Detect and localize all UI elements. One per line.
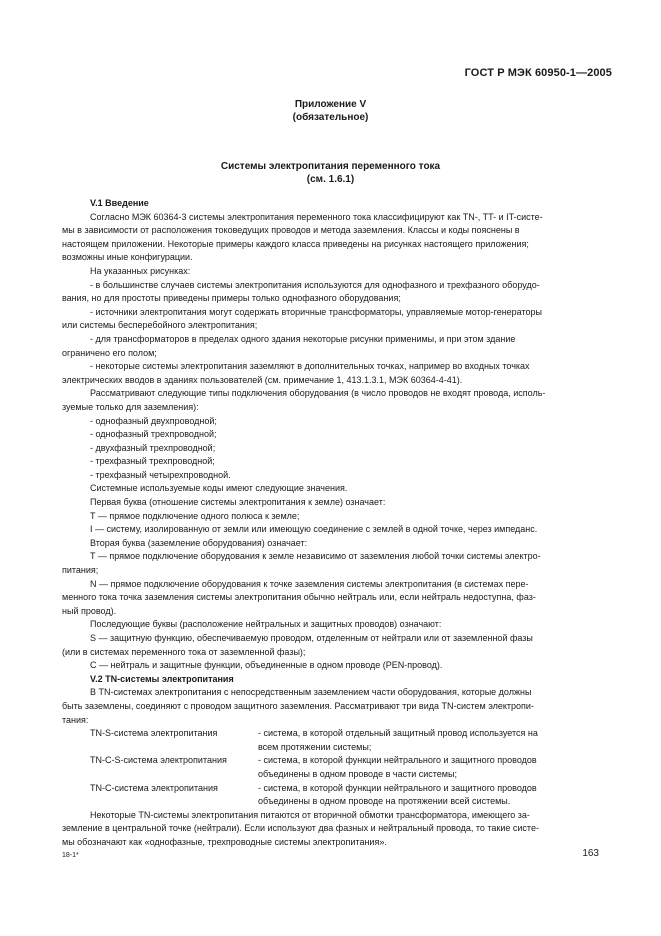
text-line: C — нейтраль и защитные функции, объединенные в одном проводе (PEN-провод). (90, 660, 443, 671)
text-line: электрических вводов в зданиях пользователей (см. примечание 1, 413.1.3.1, МЭК 60364-4-41). (62, 374, 463, 385)
text-line: тания: (62, 714, 89, 725)
definition-row (62, 727, 600, 741)
document-id: ГОСТ Р МЭК 60950-1—2005 (464, 67, 612, 79)
list-item: - однофазный трехпроводной; (90, 429, 217, 440)
text-line: мы обозначают как «однофазные, трехпроводные системы электропитания». (62, 836, 387, 847)
text-line: N — прямое подключение оборудования к точке заземления системы электропитания (в системах пере- (90, 578, 529, 589)
text-line: Системные используемые коды имеют следующие значения. (90, 483, 348, 494)
definition-cont: объединены в одном проводе в части системы; (258, 768, 457, 779)
text-line: Согласно МЭК 60364-3 системы электропитания переменного тока классифицируют как TN-, TT- и IT-систе- (90, 211, 543, 222)
text-line: - источники электропитания могут содержать вторичные трансформаторы, управляемые мотор-генераторы (90, 306, 542, 317)
definition-term: TN-S-система электропитания (90, 728, 218, 739)
text-line: Последующие буквы (расположение нейтральных и защитных проводов) означают: (90, 619, 442, 630)
text-line: - для трансформаторов в пределах одного здания некоторые рисунки применимы, и при этом здание (90, 333, 516, 344)
text-line: T — прямое подключение оборудования к земле независимо от заземления любой точки системы электро- (90, 551, 541, 562)
text-line: быть заземлены, соединяют с проводом защитного заземления. Рассматривают три вида TN-систем электропи- (62, 700, 534, 711)
definition-row (62, 754, 600, 768)
section-heading: V.1 Введение (90, 198, 149, 208)
text-line: I — систему, изолированную от земли или имеющую соединение с землей в одной точке, через импеданс. (90, 524, 538, 535)
main-title-ref: (см. 1.6.1) (306, 174, 355, 185)
definition-cont: объединены в одном проводе на протяжении всей системы. (258, 796, 511, 807)
text-line: земление в центральной точке (нейтрали). Если используют два фазных и нейтральный провода, то такие систе- (62, 823, 539, 834)
text-line: S — защитную функцию, обеспечиваемую проводом, отделенным от нейтрали или от заземленной фазы (90, 633, 533, 643)
text-line: ный провод). (62, 605, 117, 616)
definition-cont: всем протяжении системы; (258, 741, 372, 752)
list-item: - трехфазный трехпроводной; (90, 456, 215, 467)
text-line: В TN-системах электропитания с непосредственным заземлением части оборудования, которые должны (90, 687, 532, 698)
definition-term: TN-C-S-система электропитания (90, 755, 227, 766)
list-item: - трехфазный четырехпроводной. (90, 469, 231, 480)
sheet-mark: 18-1* (62, 852, 79, 859)
text-line: вания, но для простоты приведены примеры только однофазного оборудования; (62, 293, 401, 304)
text-line: зуемые только для заземления): (62, 401, 199, 412)
annex-title: Приложение V (294, 99, 367, 110)
text-line: T — прямое подключение одного полюса к земле; (90, 510, 300, 521)
text-line: (или в системах переменного тока от заземленной фазы); (62, 646, 306, 657)
text-line: Рассматривают следующие типы подключения оборудования (в число проводов не входят провода, исполь- (90, 388, 546, 399)
definition-desc: - система, в которой функции нейтрального и защитного проводов (258, 782, 537, 793)
text-line: возможны иные конфигурации. (62, 252, 193, 263)
text-line: настоящем приложении. Некоторые примеры каждого класса приведены на рисунках настоящего приложения; (62, 238, 529, 249)
text-line: - некоторые системы электропитания заземляют в дополнительных точках, например во входных точках (90, 361, 530, 372)
text-line: Вторая буква (заземление оборудования) означает: (90, 537, 308, 548)
text-line: Первая буква (отношение системы электропитания к земле) означает: (90, 497, 386, 508)
body-text (62, 197, 600, 850)
text-line: ограничено его полом; (62, 347, 157, 358)
text-line: или системы бесперебойного электропитания; (62, 320, 258, 331)
text-line: менного тока точка заземления системы электропитания обычно нейтраль или, если нейтраль недоступна, фаз- (62, 592, 536, 603)
section-heading: V.2 TN-системы электропитания (90, 673, 234, 684)
text-line: На указанных рисунках: (90, 265, 191, 276)
text-line: мы в зависимости от расположения токоведущих проводов и метода заземления. Классы и коды пояснены в (62, 225, 520, 236)
list-item: - однофазный двухпроводной; (90, 415, 217, 426)
definition-desc: - система, в которой функции нейтрального и защитного проводов (258, 755, 537, 766)
definition-term: TN-C-система электропитания (90, 782, 218, 793)
text-line: - в большинстве случаев системы электропитания используются для однофазного и трехфазного оборудо- (90, 279, 540, 290)
annex-status: (обязательное) (292, 112, 369, 123)
main-title: Системы электропитания переменного тока (220, 161, 441, 172)
text-line: Некоторые TN-системы электропитания питаются от вторичной обмотки трансформатора, имеющего за- (90, 809, 530, 820)
text-line: питания; (62, 565, 99, 576)
list-item: - двухфазный трехпроводной; (90, 442, 216, 453)
definition-desc: - система, в которой отдельный защитный провод используется на (258, 728, 538, 739)
definition-row (62, 782, 600, 796)
page-number: 163 (582, 848, 599, 859)
